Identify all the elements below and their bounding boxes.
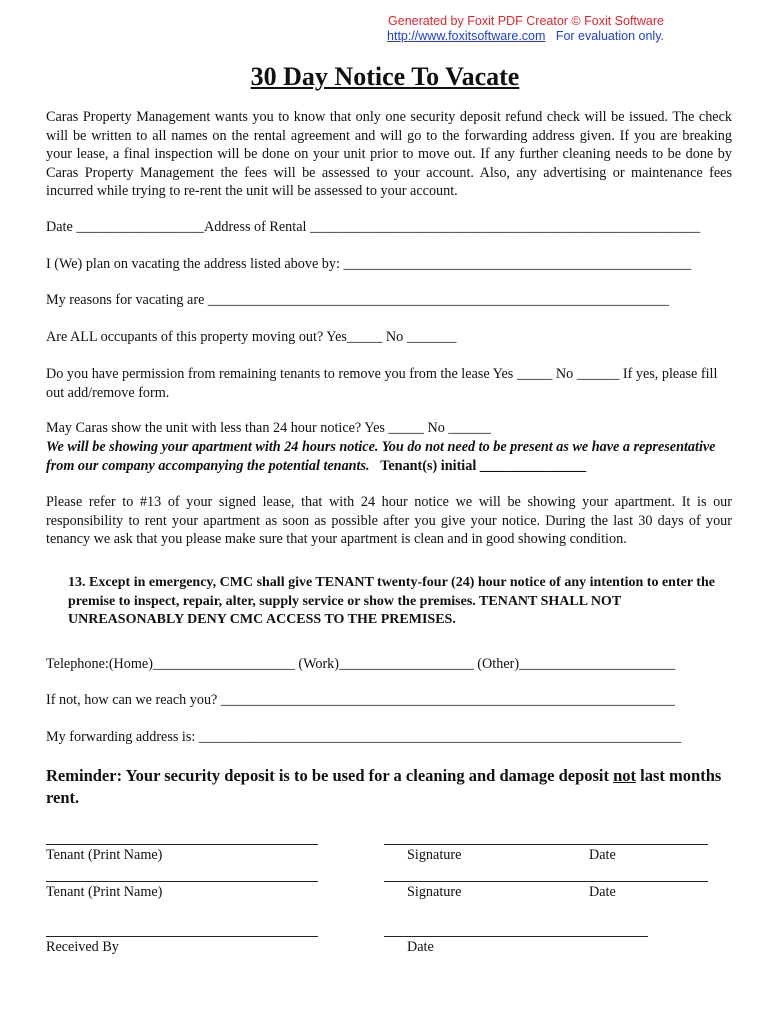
signature-label-2: Signature: [407, 884, 462, 900]
showing-notice: [46, 438, 732, 475]
occupants-question: Are ALL occupants of this property moving out? Yes_____ No _______: [46, 329, 457, 345]
tenant-name-line-2: [46, 881, 318, 882]
received-by-label: Received By: [46, 939, 119, 955]
watermark-url-link[interactable]: http://www.foxitsoftware.com: [387, 29, 546, 43]
date-label-2: Date: [589, 884, 616, 900]
page-title: 30 Day Notice To Vacate: [250, 62, 520, 91]
reminder-emphasis: not: [613, 766, 637, 785]
tenant-name-label-2: Tenant (Print Name): [46, 884, 163, 900]
vacate-date-field: I (We) plan on vacating the address listed above by: _________________________________________________: [46, 256, 692, 272]
date-address-field: Date __________________Address of Rental _______________________________________________________: [46, 219, 701, 235]
reminder-text-1: Reminder: Your security deposit is to be used for a cleaning and damage deposit: [46, 766, 614, 785]
tenant-initial-field: Tenant(s) initial _______________: [380, 457, 587, 474]
watermark-line1: Generated by Foxit PDF Creator © Foxit Software: [388, 14, 664, 28]
vacate-reasons-field: My reasons for vacating are _________________________________________________________________: [46, 292, 670, 308]
watermark-line2: [387, 29, 664, 44]
received-date-label: Date: [407, 939, 434, 955]
permission-question: Do you have permission from remaining tenants to remove you from the lease Yes _____ No ______ If yes, please fill out add/remove form.: [46, 366, 718, 401]
telephone-field: Telephone:(Home)____________________ (Work)___________________ (Other)______________________: [46, 656, 676, 672]
watermark-eval-text: For evaluation only.: [555, 29, 664, 43]
forwarding-address-field: My forwarding address is: ____________________________________________________________________: [46, 729, 682, 745]
signature-line-2: [384, 881, 708, 882]
reminder-note: [46, 765, 726, 809]
received-by-line: [46, 936, 318, 937]
foxit-watermark: [387, 14, 664, 44]
received-date-line: [384, 936, 648, 937]
clause-13: 13. Except in emergency, CMC shall give TENANT twenty-four (24) hour notice of any intention to enter the premise to inspect, repair, alter, supply service or show the premises. TENANT SHALL NOT UNREASONABLY DENY CMC ACCESS TO THE PREMISES.: [68, 575, 715, 627]
showing-notice-text: We will be showing your apartment with 24 hours notice. You do not need to be present as we have a representative from our company accompanying the potential tenants.: [46, 439, 716, 474]
signature-label-1: Signature: [407, 847, 462, 863]
show-unit-question: May Caras show the unit with less than 24 hour notice? Yes _____ No ______: [46, 420, 491, 436]
signature-line-1: [384, 844, 708, 845]
intro-paragraph: Caras Property Management wants you to know that only one security deposit refund check will be issued. The check will be written to all names on the rental agreement and will go to the forwarding address given. If you are breaking your lease, a final inspection will be done on your unit prior to move out. If any further cleaning needs to be done by Caras Property Management the fees will be assessed to your account. Also, any advertising or maintenance fees incurred while trying to re-rent the unit will be assessed to your account.: [46, 109, 732, 199]
reminder-text-2: last months rent.: [46, 766, 722, 807]
date-label-1: Date: [589, 847, 616, 863]
lease-reference-paragraph: Please refer to #13 of your signed lease, that with 24 hour notice we will be showing your apartment. It is our responsibility to rent your apartment as soon as possible after you give your notice. During the last 30 days of your tenancy we ask that you please make sure that your apartment is clean and in good showing condition.: [46, 494, 732, 547]
tenant-name-line-1: [46, 844, 318, 845]
tenant-name-label-1: Tenant (Print Name): [46, 847, 163, 863]
reach-field: If not, how can we reach you? ________________________________________________________________: [46, 692, 675, 708]
